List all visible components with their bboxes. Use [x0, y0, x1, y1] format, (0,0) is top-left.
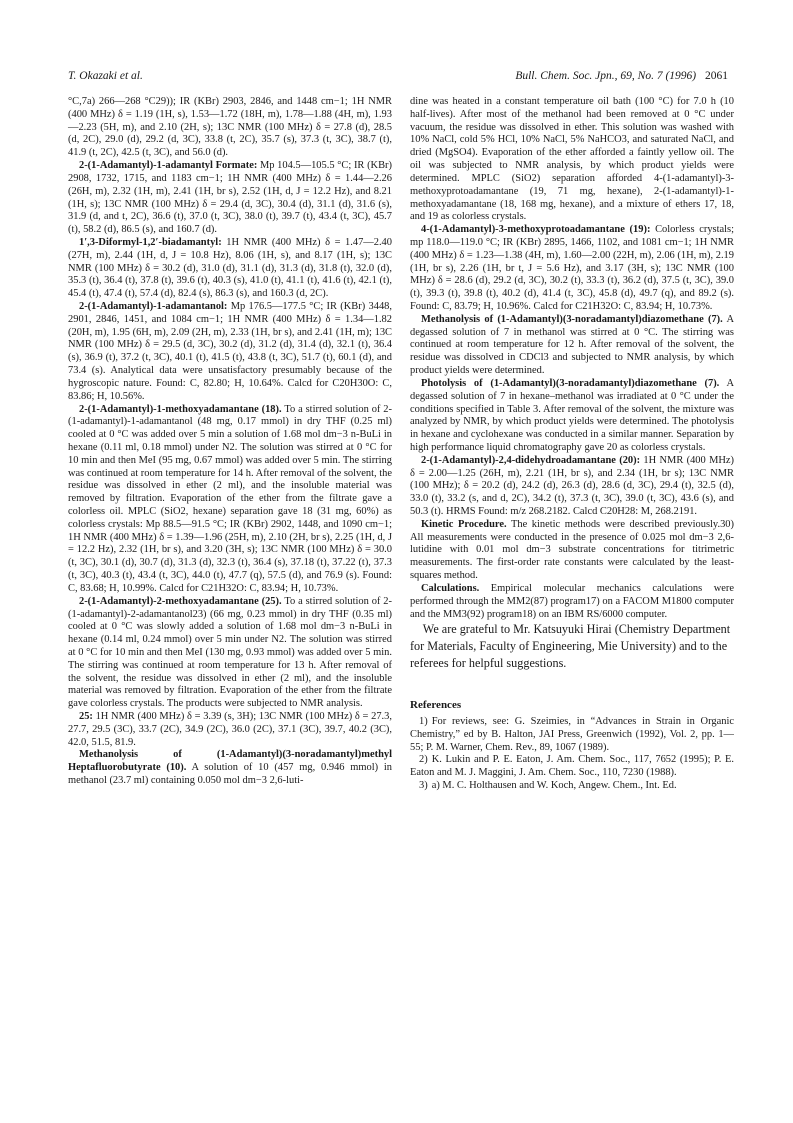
paragraph-title: 1′,3-Diformyl-1,2′-biadamantyl: — [78, 236, 222, 248]
paragraph-text: Mp 104.5—105.5 °C; IR (KBr) 2908, 1732, 1715, and 1183 cm−1; 1H NMR (400 MHz) δ = 1.44—2.26 (26H, m), 2.32 (1H, m), 2.41 (1H, br s), 2.52 (1H, d, J = 12.2 Hz), and 8.21 (1H, s); 13C NMR (100 MHz) δ = 29.4 (d, 3C), 30.4 (d), 31.1 (d), 31.6 (s), 31.9 (d, and t, 2C), 36.6 (t), 37.0 (t, 3C), 38.0 (t), 39.7 (t), 43.4 (t, 3C), 45.7 (t), 58.2 (d), 86.5 (s), and 160.7 (d). — [68, 160, 392, 236]
paragraph-text: Mp 176.5—177.5 °C; IR (KBr) 3448, 2901, 2846, 1451, and 1084 cm−1; 1H NMR (400 MHz) δ = 1.34—1.82 (20H, m), 1.95 (6H, m), 2.09 (2H, m), 2.33 (1H, br s), and 2.41 (1H, m); 13C NMR (100 MHz) δ = 29.5 (d, 3C), 30.2 (d), 31.2 (d), 31.4 (d), 32.1 (t), 36.4 (s), 36.9 (t), 37.2 (t, 3C), 40.1 (t), 41.5 (t), 43.8 (t, 3C), 51.7 (t), 60.1 (d), and 73.4 (s). Analytical data were unsatisfactory presumably because of the hygroscopic nature. Found: C, 82.80; H, 10.64%. Calcd for C20H30O: C, 83.86; H, 10.56%. — [68, 301, 392, 402]
right-column — [410, 96, 734, 793]
paragraph-title: Calculations. — [420, 582, 480, 594]
paragraph-title: 2-(1-Adamantyl)-1-adamantyl Formate: — [78, 160, 258, 172]
paragraph — [68, 749, 392, 787]
paragraph-text: Empirical molecular mechanics calculations were performed through the MM2(87) program17) on a FACOM M1800 computer and the MM3(92) program18) on an IBM RS/6000 computer. — [410, 582, 734, 620]
paragraph — [68, 160, 392, 237]
paragraph — [410, 519, 734, 583]
paragraph-text: A solution of 10 (457 mg, 0.946 mmol) in methanol (23.7 ml) containing 0.050 mol dm−3 2,6-luti- — [68, 762, 393, 787]
paragraph-text: °C,7a) 266—268 °C29)); IR (KBr) 2903, 2846, and 1448 cm−1; 1H NMR (400 MHz) δ = 1.19 (1H, s), 1.53—1.72 (18H, m), 1.78—1.88 (4H, m), 1.93—2.23 (5H, m), and 2.10 (2H, s); 13C NMR (100 MHz) δ = 27.8 (d), 28.5 (d, 2C), 29.0 (d), 29.2 (d, 3C), 33.8 (t, 2C), 35.7 (s), 37.3 (t, 3C), 38.7 (t), 41.9 (t, 2C), 42.5 (t, 3C), and 56.0 (d). — [68, 96, 392, 159]
paragraph-text: 1H NMR (400 MHz) δ = 3.39 (s, 3H); 13C NMR (100 MHz) δ = 27.3, 27.7, 29.5 (3C), 33.7 (2C), 34.9 (2C), 36.0 (2C), 37.1 (3C), 39.7, 40.2 (3C), 42.0, 51.5, 81.9. — [68, 711, 392, 748]
header-journal — [515, 70, 728, 82]
paragraph-title: Methanolysis of (1-Adamantyl)(3-noradamantyl)methyl Heptafluorobutyrate (10). — [68, 749, 392, 774]
paragraph-text: 1H NMR (400 MHz) δ = 1.47—2.40 (27H, m), 2.44 (1H, d, J = 10.8 Hz), 8.06 (1H, s), and 8.17 (1H, s); 13C NMR (100 MHz) δ = 30.2 (d), 31.0 (d), 31.1 (d), 31.3 (d), 31.8 (t), 32.0 (d), 35.3 (t), 36.4 (t), 37.8 (t), 39.6 (t), 40.3 (s), 41.0 (t), 41.1 (t), 41.6 (t), 42.1 (t), 45.4 (t), 47.4 (t), 57.4 (d), 82.4 (s), 86.3 (s), and 160.3 (d, 2C). — [68, 236, 392, 300]
paragraph-title: 2-(1-Adamantyl)-1-methoxyadamantane (18). — [78, 403, 282, 415]
paragraph-title: Photolysis of (1-Adamantyl)(3-noradamantyl)diazomethane (7). — [420, 377, 720, 389]
paragraph-text: dine was heated in a constant temperature oil bath (100 °C) for 7.0 h (10 half-lives). After most of the methanol had been removed at 0 °C under vacuum, the residue was dissolved in ether. This solution was washed with 10% NaCl, cold 5% HCl, 10% NaCl, 5% NaHCO3, and saturated NaCl, and dried (MgSO4). Evaporation of the ether afforded a faintly yellow oil. The oil was subjected to NMR analysis, by which product yields were determined. MPLC (SiO2) separation afforded 4-(1-adamantyl)-3-methoxyprotoadamantane (19, 71 mg, hexane), 2-(1-adamantyl)-1-methoxyadamantane (18, 168 mg, hexane), and a mixture of ethers 17, 18, and 19 as colorless crystals. — [410, 96, 734, 223]
left-column — [68, 96, 392, 788]
paragraph — [410, 455, 734, 519]
paragraph — [68, 237, 392, 301]
paragraph-title: 4-(1-Adamantyl)-3-methoxyprotoadamantane (19): — [420, 224, 651, 236]
header-authors: T. Okazaki et al. — [68, 70, 143, 82]
paragraph-title: 25: — [78, 711, 93, 722]
paragraph — [410, 224, 734, 314]
paragraph-title: Methanolysis of (1-Adamantyl)(3-noradamantyl)diazomethane (7). — [420, 313, 723, 325]
paragraph-text: 1H NMR (400 MHz) δ = 2.00—1.25 (26H, m), 2.21 (1H, br s), and 2.34 (1H, br s); 13C NMR (100 MHz); δ = 20.2 (d), 24.2 (d), 26.3 (d), 28.6 (d, 3C), 29.4 (t), 32.5 (d), 33.0 (t), 33.2 (s, and d, 2C), 34.2 (t), 37.3 (t, 3C), 39.0 (t, 3C), 43.6 (s), and 50.3 (t). HRMS Found: m/z 268.2182. Calcd C20H28: M, 268.2191. — [410, 454, 734, 517]
paragraph — [68, 596, 392, 711]
paragraph-text: A degassed solution of 7 in methanol was stirred at 0 °C. The stirring was continued at room temperature for 12 h. After removal of the solvent, the residue was dissolved in CDCl3 and subjected to NMR analysis, by which product yields were determined. — [410, 313, 734, 377]
paragraph — [68, 301, 392, 404]
paragraph-text: To a stirred solution of 2-(1-adamantyl)-2-adamantanol23) (66 mg, 0.23 mmol) in dry THF (0.35 ml) cooled at 0 °C was slowly added a solution of 1.68 mol dm−3 n-BuLi in hexane (0.14 ml, 0.24 mmol) over 5 min under N2. The solution was stirred at 0 °C for 10 min and then MeI (130 mg, 0.93 mmol) was added over 5 min. The stirring was continued at room temperature for 13 h. After removal of the solvent, the residue was dissolved in ether (2 ml), and the insoluble material was removed by filtration. Evaporation of the ether from the filtrate gave colorless crystals. The products were subjected to NMR analysis. — [68, 595, 392, 710]
paragraph — [68, 711, 392, 749]
reference-item — [410, 716, 734, 754]
paragraph-text: The kinetic methods were described previously.30) All measurements were conducted in the presence of 0.025 mol dm−3 2,6-lutidine with 0.01 mol dm−3 substrate concentrations for titrimetric measurements. The first-order rate constants were calculated by the least-squares method. — [410, 518, 734, 582]
reference-text: For reviews, see: G. Szeimies, in “Advances in Strain in Organic Chemistry,” ed by B. Halton, JAI Press, Greenwich (1992), Vol. 2, pp. 1—55; P. M. Warner, Chem. Rev., 89, 1067 (1989). — [410, 715, 734, 753]
paragraph — [410, 378, 734, 455]
paragraph-title: Kinetic Procedure. — [420, 518, 507, 530]
paragraph — [410, 583, 734, 621]
paragraph-text: Colorless crystals; mp 118.0—119.0 °C; IR (KBr) 2895, 1466, 1102, and 1081 cm−1; 1H NMR (400 MHz) δ = 1.23—1.38 (4H, m), 1.60—2.00 (22H, m), 2.06 (1H, m), 2.19 (1H, br s), 2.26 (1H, br t, J = 5.6 Hz), and 3.17 (3H, s); 13C NMR (100 MHz) δ = 28.6 (d), 29.2 (d, 3C), 30.2 (t), 33.3 (t), 36.2 (d), 37.5 (t, 3C), 39.0 (t), 39.3 (t), 39.8 (t), 40.2 (d), 41.4 (t, 3C), 45.8 (d), 49.7 (q), and 89.2 (s). Found: C, 83.79; H, 10.96%. Calcd for C21H32O: C, 83.94; H, 10.73%. — [410, 224, 734, 312]
reference-text: K. Lukin and P. E. Eaton, J. Am. Chem. Soc., 117, 7652 (1995); P. E. Eaton and M. J. Maggini, J. Am. Chem. Soc., 110, 7230 (1988). — [410, 754, 734, 779]
reference-item — [410, 780, 734, 793]
reference-number: 1) — [419, 715, 428, 727]
paragraph — [68, 96, 392, 160]
header-page-number: 2061 — [705, 70, 728, 82]
reference-number: 3) — [419, 779, 428, 791]
paragraph — [410, 96, 734, 224]
paragraph-title: 2-(1-Adamantyl)-2,4-didehydroadamantane (20): — [420, 454, 641, 466]
acknowledgment: We are grateful to Mr. Katsuyuki Hirai (Chemistry Department for Materials, Faculty of Engineering, Mie University) and to the referees for helpful suggestions. — [410, 622, 731, 670]
paragraph — [68, 404, 392, 596]
running-header — [68, 70, 728, 88]
references-heading: References — [410, 699, 462, 712]
reference-number: 2) — [419, 754, 428, 766]
paragraph-text: To a stirred solution of 2-(1-adamantyl)-1-adamantanol (48 mg, 0.17 mmol) in dry THF (0.25 ml) cooled at 0 °C was added over 5 min a solution of 1.68 mol dm−3 n-BuLi in hexane (0.11 ml, 0.18 mmol) under N2. The solution was stirred at 0 °C for 10 min and then MeI (95 mg, 0.67 mmol) was added over 5 min. The stirring was continued at room temperature for 14 h. After removal of the solvent, the residue was dissolved in ether (2 ml), and the insoluble material was removed by filtration. Evaporation of the ether from the filtrate gave a colorless oil. MPLC (SiO2, hexane) separation gave 18 (31 mg, 60%) as colorless crystals: Mp 88.5—91.5 °C; IR (KBr) 2902, 1448, and 1090 cm−1; 1H NMR (400 MHz) δ = 1.39—1.96 (25H, m), 2.10 (2H, br s), 2.25 (1H, d, J = 12.2 Hz), 2.32 (1H, br s), and 3.20 (3H, s); 13C NMR (100 MHz) δ = 30.0 (t, 3C), 30.1 (d), 30.7 (d), 31.3 (d), 32.3 (t), 36.4 (s), 37.18 (t), 37.22 (t), 37.3 (t, 3C), 40.3 (t), 43.4 (t, 3C), 44.0 (t), 47.7 (q), 57.5 (d), and 76.9 (s). Found: C, 83.68; H, 10.99%. Calcd for C21H32O: C, 83.94; H, 10.73%. — [68, 403, 392, 594]
header-journal-citation: Bull. Chem. Soc. Jpn., 69, No. 7 (1996) — [515, 70, 697, 82]
paragraph-title: 2-(1-Adamantyl)-1-adamantanol: — [78, 301, 228, 312]
paragraph-text: A degassed solution of 7 in hexane–methanol was irradiated at 0 °C under the conditions specified in Table 3. After removal of the solvent, the mixture was analyzed by NMR, by which product yields were determined. The photolysis in hexane and cyclohexane was conducted in a similar manner. Separation by high performance liquid chromatography gave 20 as colorless crystals. — [410, 377, 734, 453]
paragraph — [410, 314, 734, 378]
reference-text: a) M. C. Holthausen and W. Koch, Angew. Chem., Int. Ed. — [431, 779, 677, 791]
paragraph-title: 2-(1-Adamantyl)-2-methoxyadamantane (25). — [78, 595, 282, 607]
reference-item — [410, 754, 734, 780]
